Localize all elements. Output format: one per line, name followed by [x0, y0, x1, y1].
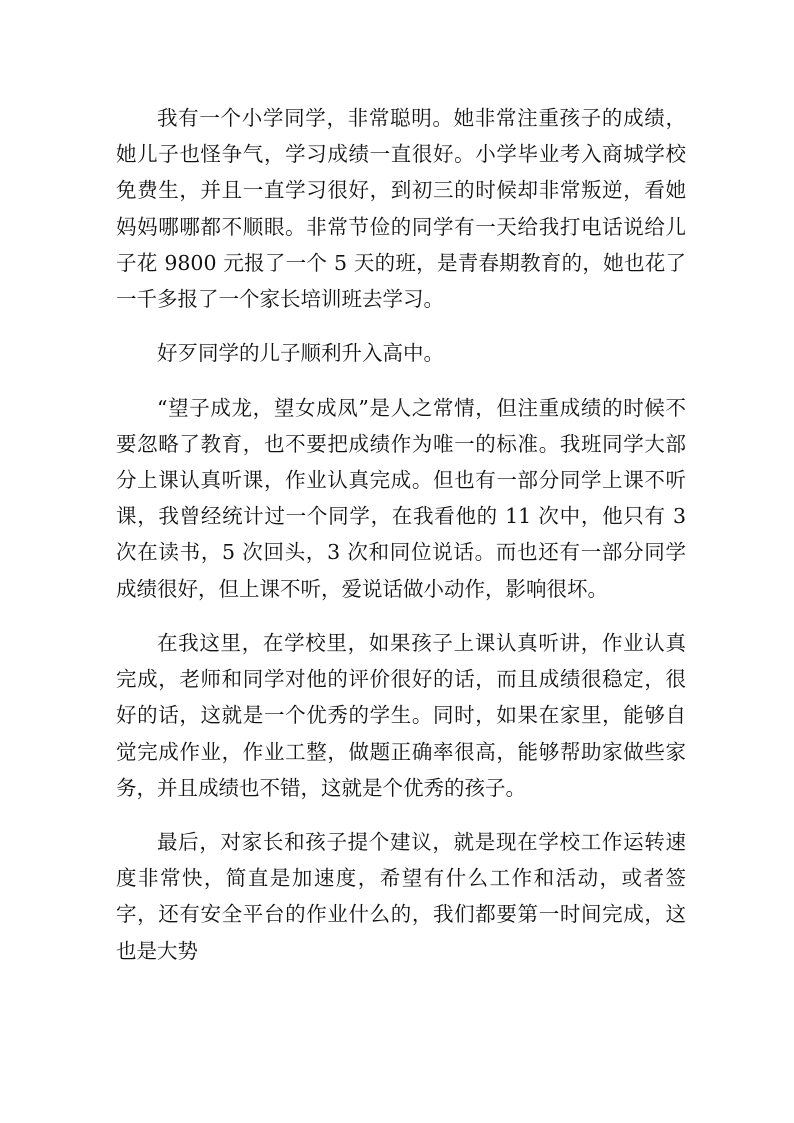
paragraph-suggestion: 最后，对家长和孩子提个建议，就是现在学校工作运转速度非常快，简直是加速度，希望有什么工作和活动，或者签字，还有安全平台的作业什么的，我们都要第一时间完成，这也是大势 — [116, 830, 686, 963]
paragraph-high-school: 好歹同学的儿子顺利升入高中。 — [157, 341, 444, 366]
paragraph-good-student: 在我这里，在学校里，如果孩子上课认真听讲，作业认真完成，老师和同学对他的评价很好的话，而且成绩很稳定，很好的话，这就是一个优秀的学生。同时，如果在家里，能够自觉完成作业，作业工整，做题正确率很高，能够帮助家做些家务，并且成绩也不错，这就是个优秀的孩子。 — [116, 630, 686, 800]
paragraph-classmate-story: 我有一个小学同学，非常聪明。她非常注重孩子的成绩，她儿子也怪争气，学习成绩一直很好。小学毕业考入商城学校免费生，并且一直学习很好，到初三的时候却非常叛逆，看她妈妈哪哪都不顺眼。非常节俭的同学有一天给我打电话说给儿子花 9800 元报了一个 5 天的班，是青春期教育的，她也花了一千多报了一个家长培训班去学习。 — [116, 106, 686, 312]
document-body — [116, 100, 686, 969]
paragraph-education-standards: “望子成龙，望女成凤”是人之常情，但注重成绩的时候不要忽略了教育，也不要把成绩作为唯一的标准。我班同学大部分上课认真听课，作业认真完成。但也有一部分同学上课不听课，我曾经统计过一个同学，在我看他的 11 次中，他只有 3 次在读书，5 次回头，3 次和同位说话。而也还有一部分同学成绩很好，但上课不听，爱说话做小动作，影响很坏。 — [116, 395, 686, 601]
